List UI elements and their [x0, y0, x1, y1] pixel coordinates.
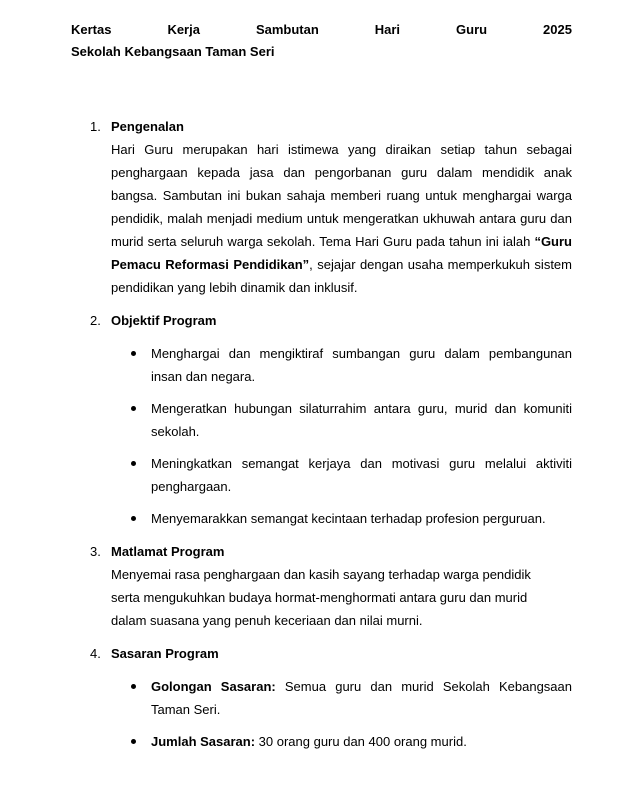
section-heading: Objektif Program [111, 313, 217, 328]
section-matlamat [71, 540, 572, 632]
section-number: 3. [90, 544, 101, 559]
bullet-text: Menyemarakkan semangat kecintaan terhadap profesion perguruan. [151, 511, 546, 526]
section-heading: Pengenalan [111, 119, 184, 134]
bullet-item [111, 397, 572, 443]
section-pengenalan [71, 115, 572, 299]
title-line-1 [71, 19, 572, 41]
section-number: 1. [90, 119, 101, 134]
bullet-text: Semua guru dan murid Sekolah Kebangsaan Taman Seri. [151, 679, 572, 717]
bullet-item [111, 730, 572, 753]
bullet-text: Menghargai dan mengiktiraf sumbangan guru dalam pembangunan insan dan negara. [151, 346, 572, 384]
title-word: Kerja [167, 22, 200, 37]
numbered-list [71, 115, 572, 753]
section-number: 4. [90, 646, 101, 661]
section-sasaran [71, 642, 572, 753]
bullet-text: Meningkatkan semangat kerjaya dan motivasi guru melalui aktiviti penghargaan. [151, 456, 572, 494]
title-word: Kertas [71, 22, 112, 37]
bullet-icon [131, 351, 136, 356]
theme-text: “Guru Pemacu Reformasi Pendidikan” [111, 234, 572, 272]
bullet-list [111, 675, 572, 753]
paragraph-text: , sejajar dengan usaha memperkukuh sistem pendidikan yang lebih dinamik dan inklusif. [111, 257, 572, 295]
bullet-item [111, 675, 572, 721]
section-objektif [71, 309, 572, 530]
paragraph-line: dalam suasana yang penuh keceriaan dan nilai murni. [111, 613, 423, 628]
bullet-icon [131, 461, 136, 466]
bullet-icon [131, 684, 136, 689]
section-number: 2. [90, 313, 101, 328]
bullet-item [111, 342, 572, 388]
document-title [71, 0, 572, 63]
title-word: Hari [374, 22, 401, 37]
bullet-label: Jumlah Sasaran: [151, 734, 256, 749]
title-line-2: Sekolah Kebangsaan Taman Seri [71, 44, 275, 59]
title-word: 2025 [543, 22, 572, 37]
bullet-icon [131, 516, 136, 521]
bullet-icon [131, 739, 136, 744]
section-heading: Sasaran Program [111, 646, 219, 661]
bullet-list [111, 342, 572, 530]
bullet-icon [131, 406, 136, 411]
bullet-text: Mengeratkan hubungan silaturrahim antara guru, murid dan komuniti sekolah. [151, 401, 572, 439]
section-heading: Matlamat Program [111, 544, 225, 559]
bullet-item [111, 507, 572, 530]
title-word: Sambutan [255, 22, 319, 37]
paragraph-text: Hari Guru merupakan hari istimewa yang diraikan setiap tahun sebagai penghargaan kepada jasa dan pengorbanan guru dalam mendidik anak bangsa. Sambutan ini bukan sahaja memberi ruang untuk menghargai warga pendidik, malah menjadi medium untuk mengeratkan ukhuwah antara guru dan murid serta seluruh warga sekolah. Tema Hari Guru pada tahun ini ialah [111, 142, 572, 249]
section-paragraph [111, 138, 572, 299]
bullet-item [111, 452, 572, 498]
bullet-text: 30 orang guru dan 400 orang murid. [255, 734, 467, 749]
bullet-label: Golongan Sasaran: [151, 679, 276, 694]
title-word: Guru [456, 22, 488, 37]
paragraph-line: Menyemai rasa penghargaan dan kasih sayang terhadap warga pendidik [111, 567, 531, 582]
section-paragraph [111, 563, 572, 632]
paragraph-line: serta mengukuhkan budaya hormat-menghormati antara guru dan murid [111, 590, 528, 605]
